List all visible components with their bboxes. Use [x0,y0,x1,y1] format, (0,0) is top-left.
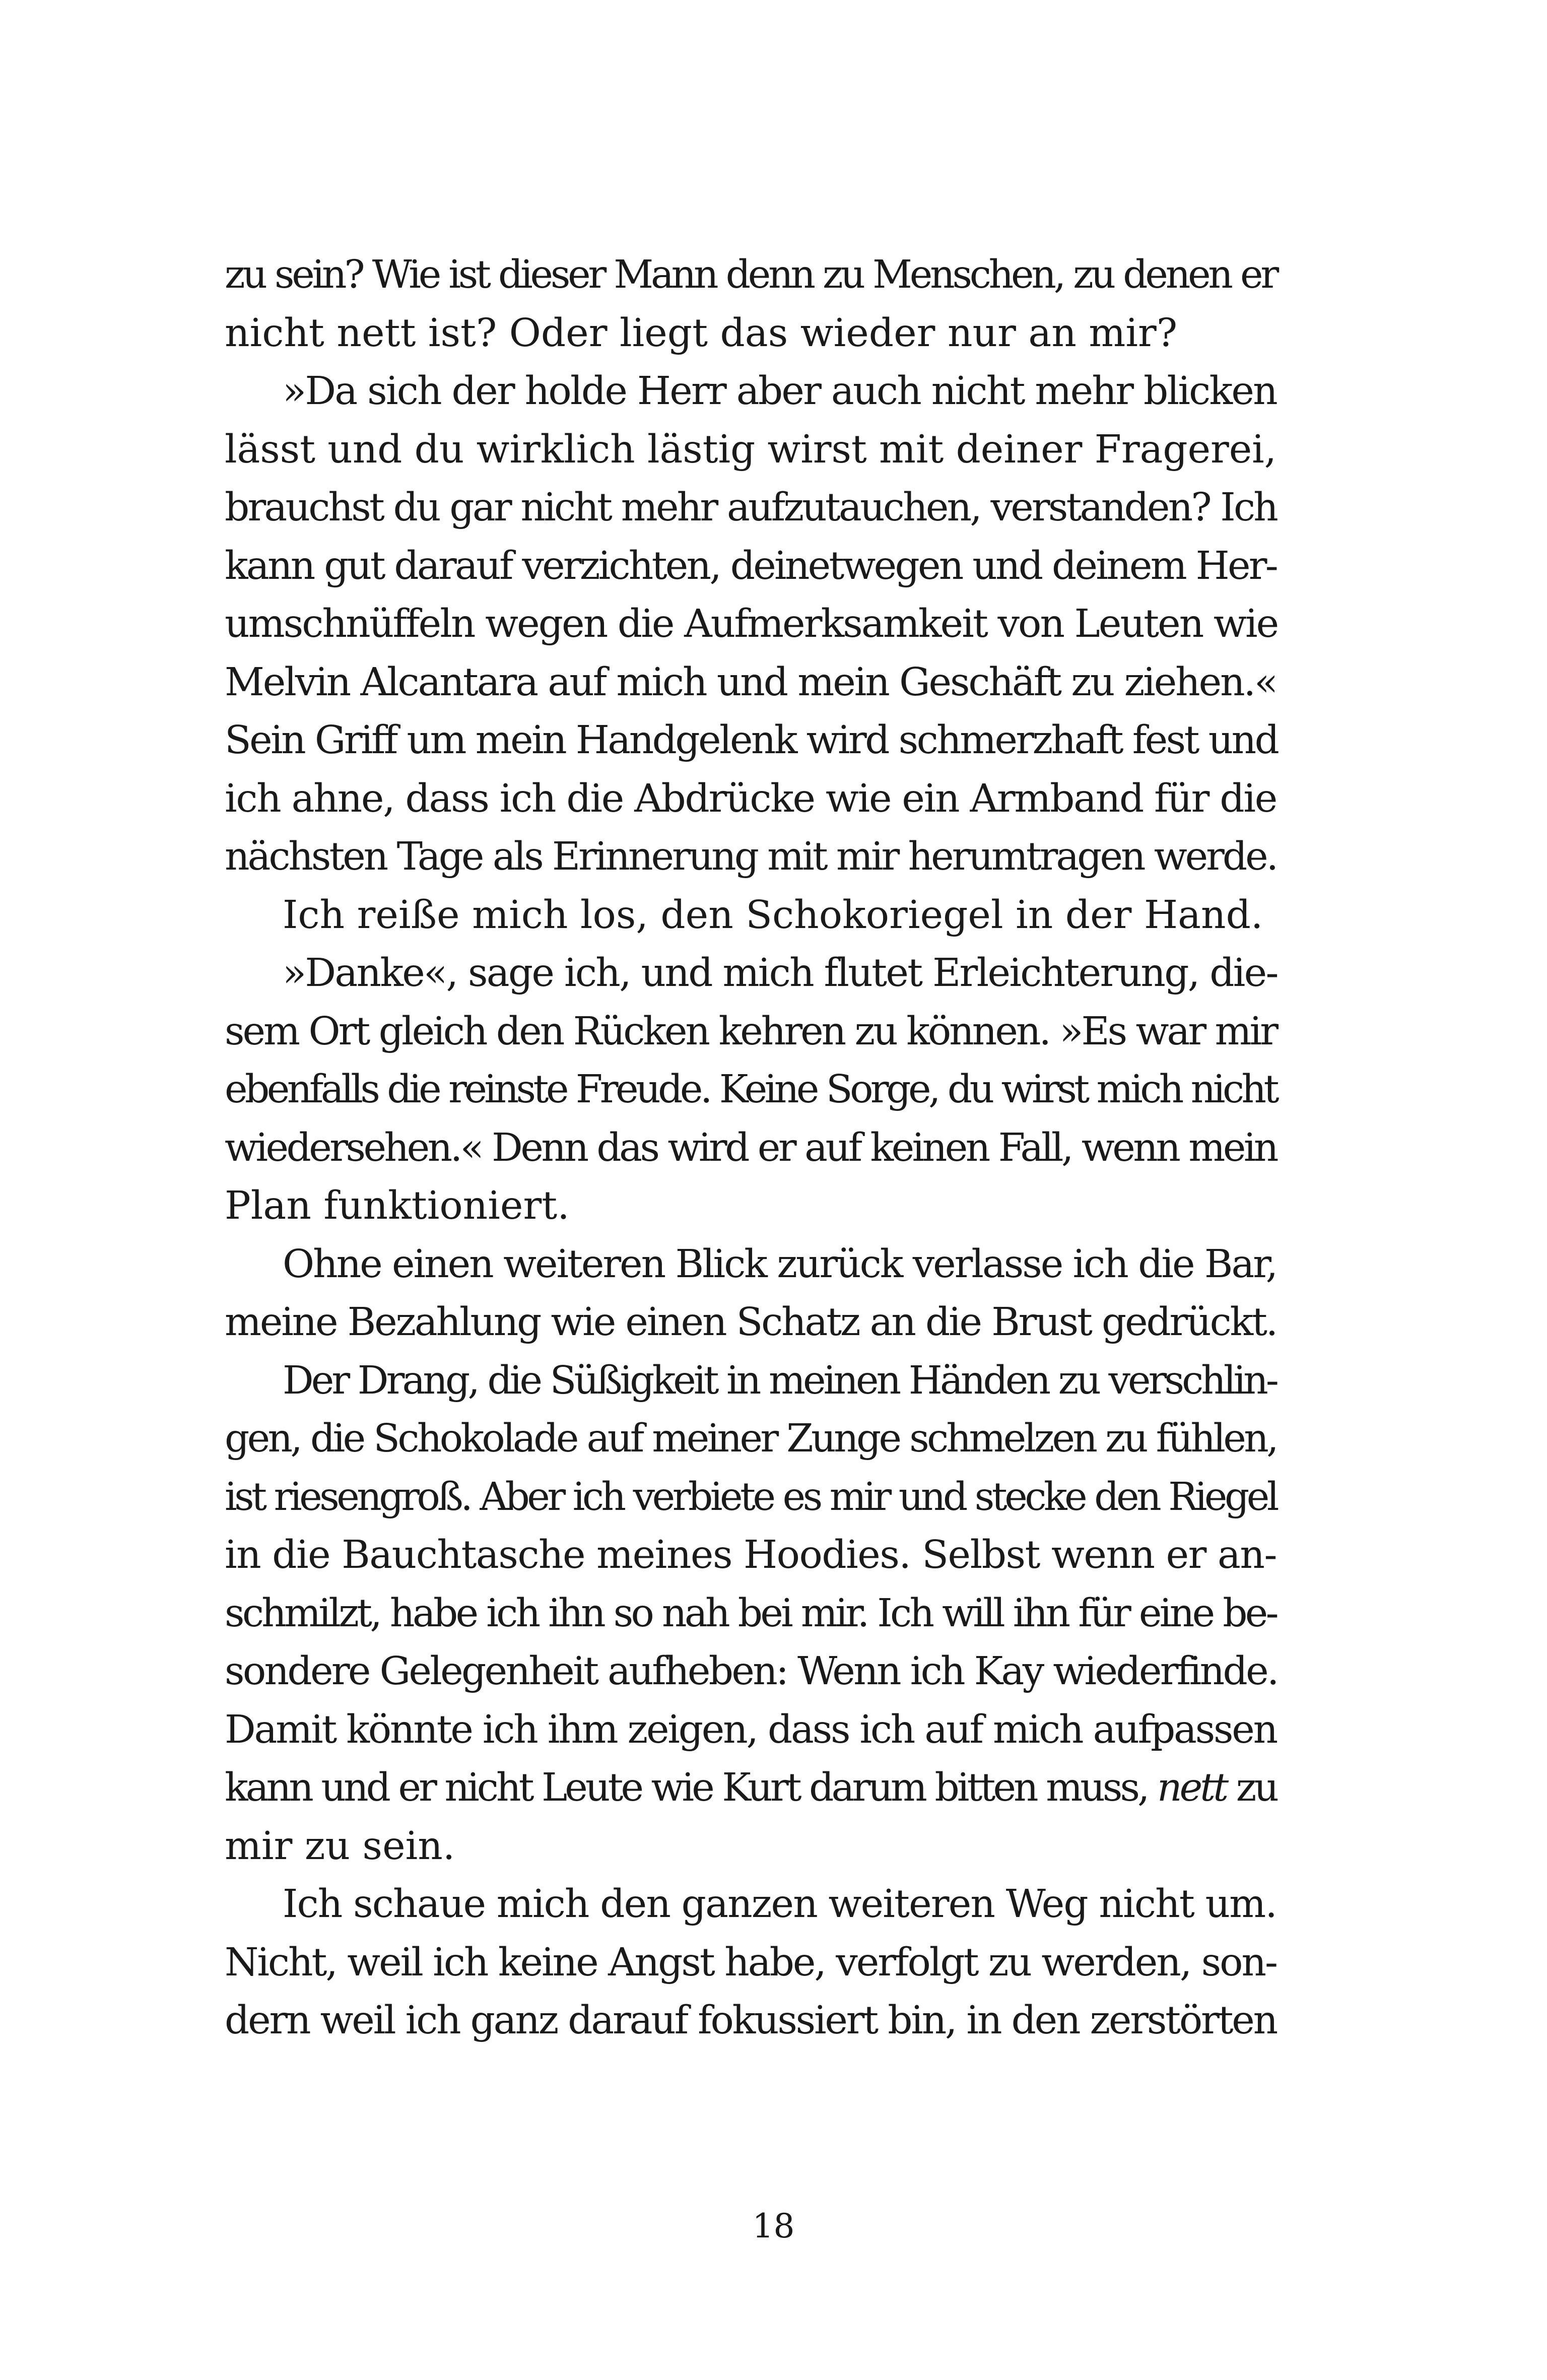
text-line: Damit könnte ich ihm zeigen, dass ich auf mich aufpassen [225,1707,1276,1752]
text-line: ist riesengroß. Aber ich verbiete es mir und stecke den Riegel [225,1474,1276,1519]
text-line: »Da sich der holde Herr aber auch nicht mehr blicken [283,369,1276,414]
body-text [225,246,1276,2050]
text-line: Der Drang, die Süßigkeit in meinen Händen zu verschlin- [283,1358,1276,1403]
text-line: sondere Gelegenheit aufheben: Wenn ich Kay wiederfinde. [225,1649,1277,1694]
text-line: dern weil ich ganz darauf fokussiert bin, in den zerstörten [225,1998,1276,2043]
text-line: ich ahne, dass ich die Abdrücke wie ein Armband für die [225,776,1276,821]
text-line: ebenfalls die reinste Freude. Keine Sorge, du wirst mich nicht [225,1067,1276,1112]
text-segment: zu [1226,1765,1276,1810]
text-line: kann gut darauf verzichten, deinetwegen und deinem Her- [225,543,1276,588]
text-line: in die Bauchtasche meines Hoodies. Selbst wenn er an- [225,1533,1276,1577]
text-line: Nicht, weil ich keine Angst habe, verfolgt zu werden, son- [225,1940,1276,1985]
text-line: Sein Griff um mein Handgelenk wird schmerzhaft fest und [225,718,1278,763]
text-line: mir zu sein. [225,1823,455,1869]
text-line: Plan funktioniert. [225,1183,570,1228]
text-line: Ohne einen weiteren Blick zurück verlasse ich die Bar, [283,1241,1276,1287]
text-line: nächsten Tage als Erinnerung mit mir herumtragen werde. [225,834,1276,879]
text-line: gen, die Schokolade auf meiner Zunge schmelzen zu fühlen, [225,1416,1276,1461]
page-number: 18 [752,2207,795,2245]
text-line: Ich schaue mich den ganzen weiteren Weg nicht um. [283,1882,1276,1927]
text-line: schmilzt, habe ich ihn so nah bei mir. Ich will ihn für eine be- [225,1591,1276,1636]
text-line: »Danke«, sage ich, und mich flutet Erleichterung, die- [283,951,1277,996]
text-line: zu sein? Wie ist dieser Mann denn zu Menschen, zu denen er [225,252,1276,297]
text-segment: kann und er nicht Leute wie Kurt darum bitten muss, [225,1765,1158,1810]
text-line [225,1759,1276,1817]
text-line: brauchst du gar nicht mehr aufzutauchen, verstanden? Ich [225,485,1276,530]
text-line: Ich reiße mich los, den Schokoriegel in der Hand. [283,892,1263,938]
text-line: lässt und du wirklich lästig wirst mit deiner Fragerei, [225,427,1276,472]
text-line: umschnüffeln wegen die Aufmerksamkeit von Leuten wie [225,602,1278,646]
text-line: wiedersehen.« Denn das wird er auf keinen Fall, wenn mein [225,1125,1276,1170]
text-line: meine Bezahlung wie einen Schatz an die Brust gedrückt. [225,1300,1276,1345]
text-line: nicht nett ist? Oder liegt das wieder nur an mir? [225,310,1178,356]
text-line: Melvin Alcantara auf mich und mein Geschäft zu ziehen.« [225,659,1276,705]
text-line: sem Ort gleich den Rücken kehren zu können. »Es war mir [225,1009,1276,1054]
emphasized-word: nett [1157,1765,1227,1810]
